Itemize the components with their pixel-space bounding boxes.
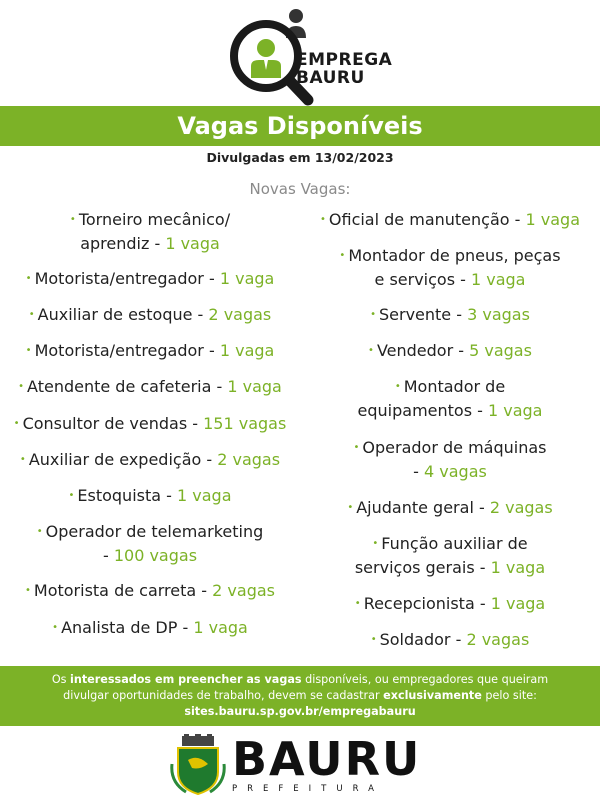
list-item	[300, 339, 600, 363]
job-title: Soldador -	[379, 630, 467, 649]
bullet-dot-icon: •	[25, 273, 32, 284]
bullet-dot-icon: •	[347, 502, 354, 513]
bullet-dot-icon: •	[19, 454, 26, 465]
job-title: e serviços -	[374, 270, 471, 289]
job-count: 151 vagas	[203, 414, 287, 433]
list-item	[300, 436, 600, 484]
logo-text-line2: BAURU	[296, 68, 365, 88]
job-title: Atendente de cafeteria -	[27, 377, 228, 396]
job-title: Vendedor -	[376, 341, 470, 360]
list-item	[0, 520, 300, 568]
job-title: Analista de DP -	[61, 618, 194, 637]
footer-emphasis: exclusivamente	[383, 689, 482, 702]
job-count: 2 vagas	[208, 305, 272, 324]
job-title: -	[413, 462, 424, 481]
bullet-dot-icon: •	[69, 214, 76, 225]
job-title: aprendiz -	[80, 234, 166, 253]
bullet-dot-icon: •	[354, 598, 361, 609]
job-title: Recepcionista -	[363, 594, 491, 613]
job-count: 2 vagas	[212, 581, 275, 600]
list-item	[0, 267, 300, 291]
job-title: Motorista/entregador -	[34, 269, 220, 288]
job-title: Motorista de carreta -	[33, 581, 213, 600]
job-count: 1 vaga	[525, 210, 580, 229]
city-name: BAURU	[232, 732, 422, 786]
bullet-dot-icon: •	[339, 250, 346, 261]
job-title: Servente -	[378, 305, 468, 324]
job-title: -	[102, 546, 114, 565]
job-title: Torneiro mecânico/	[78, 210, 231, 229]
logo-text-line1: EMPREGA	[296, 50, 393, 70]
job-count: 1 vaga	[219, 269, 275, 288]
bullet-dot-icon: •	[372, 538, 379, 549]
job-count: 3 vagas	[467, 305, 530, 324]
list-item	[0, 484, 300, 508]
job-count: 1 vaga	[177, 486, 232, 505]
job-count: 4 vagas	[424, 462, 487, 481]
list-item	[300, 303, 600, 327]
footer-url-link[interactable]: sites.bauru.sp.gov.br/empregabauru	[184, 705, 416, 718]
bullet-dot-icon: •	[368, 345, 374, 356]
title-banner	[0, 106, 600, 146]
job-title: Oficial de manutenção -	[328, 210, 526, 229]
bullet-dot-icon: •	[319, 214, 326, 225]
job-count: 5 vagas	[469, 341, 532, 360]
list-item	[300, 628, 600, 652]
list-item	[300, 375, 600, 423]
city-subtitle: PREFEITURA	[232, 784, 384, 794]
list-item	[300, 532, 600, 580]
job-title: Ajudante geral -	[356, 498, 490, 517]
bullet-dot-icon: •	[28, 309, 35, 320]
bullet-dot-icon: •	[36, 526, 43, 537]
bullet-dot-icon: •	[370, 634, 377, 645]
job-count: 100 vagas	[113, 546, 198, 565]
footer-notice	[0, 666, 600, 726]
job-title: Auxiliar de estoque -	[37, 305, 209, 324]
job-count: 1 vaga	[490, 558, 546, 577]
publish-date: Divulgadas em 13/02/2023	[206, 150, 394, 165]
footer-emphasis: interessados em preencher as vagas	[70, 673, 302, 686]
footer-line2	[0, 688, 600, 704]
bullet-dot-icon: •	[52, 622, 59, 633]
job-title: Operador de máquinas	[362, 438, 547, 457]
list-item	[0, 303, 300, 327]
bullet-dot-icon: •	[24, 585, 31, 596]
bullet-dot-icon: •	[25, 345, 32, 356]
job-title: Consultor de vendas -	[22, 414, 204, 433]
list-item	[0, 448, 300, 472]
job-count: 2 vagas	[217, 450, 281, 469]
list-item	[0, 339, 300, 363]
list-item	[300, 244, 600, 292]
bullet-dot-icon: •	[68, 490, 75, 501]
job-count: 1 vaga	[193, 618, 248, 637]
footer-text: divulgar oportunidades de trabalho, devem se cadastrar	[63, 689, 384, 702]
bullet-dot-icon: •	[370, 309, 376, 320]
job-count: 1 vaga	[470, 270, 526, 289]
job-title: Operador de telemarketing	[45, 522, 264, 541]
footer-text: disponíveis, ou empregadores que queiram	[301, 673, 549, 686]
bullet-dot-icon: •	[13, 418, 20, 429]
job-title: serviços gerais -	[354, 558, 491, 577]
list-item	[300, 496, 600, 520]
bullet-dot-icon: •	[18, 381, 25, 392]
prefeitura-logo	[170, 734, 440, 796]
job-count: 1 vaga	[487, 401, 543, 420]
page-title: Vagas Disponíveis	[177, 112, 423, 140]
job-title: Montador de pneus, peças	[348, 246, 561, 265]
job-title: Montador de	[403, 377, 506, 396]
job-count: 1 vaga	[165, 234, 220, 253]
job-count: 1 vaga	[219, 341, 275, 360]
job-count: 2 vagas	[466, 630, 530, 649]
city-crest-icon	[170, 734, 226, 796]
footer-text: pelo site:	[481, 689, 537, 702]
list-item	[300, 208, 600, 232]
list-item	[0, 375, 300, 399]
job-title: Auxiliar de expedição -	[28, 450, 218, 469]
list-item	[0, 412, 300, 436]
emprega-bauru-logo	[228, 4, 398, 106]
bullet-dot-icon: •	[394, 381, 401, 392]
job-count: 1 vaga	[490, 594, 546, 613]
job-title: equipamentos -	[357, 401, 488, 420]
job-count: 1 vaga	[227, 377, 282, 396]
bullet-dot-icon: •	[353, 442, 360, 453]
list-item	[0, 616, 300, 640]
job-title: Função auxiliar de	[381, 534, 528, 553]
list-item	[0, 208, 300, 256]
section-subtitle: Novas Vagas:	[249, 180, 351, 198]
job-count: 2 vagas	[489, 498, 553, 517]
footer-line1	[0, 672, 600, 688]
list-item	[300, 592, 600, 616]
job-title: Estoquista -	[77, 486, 177, 505]
job-title: Motorista/entregador -	[34, 341, 220, 360]
footer-text: Os	[51, 673, 71, 686]
list-item	[0, 579, 300, 603]
